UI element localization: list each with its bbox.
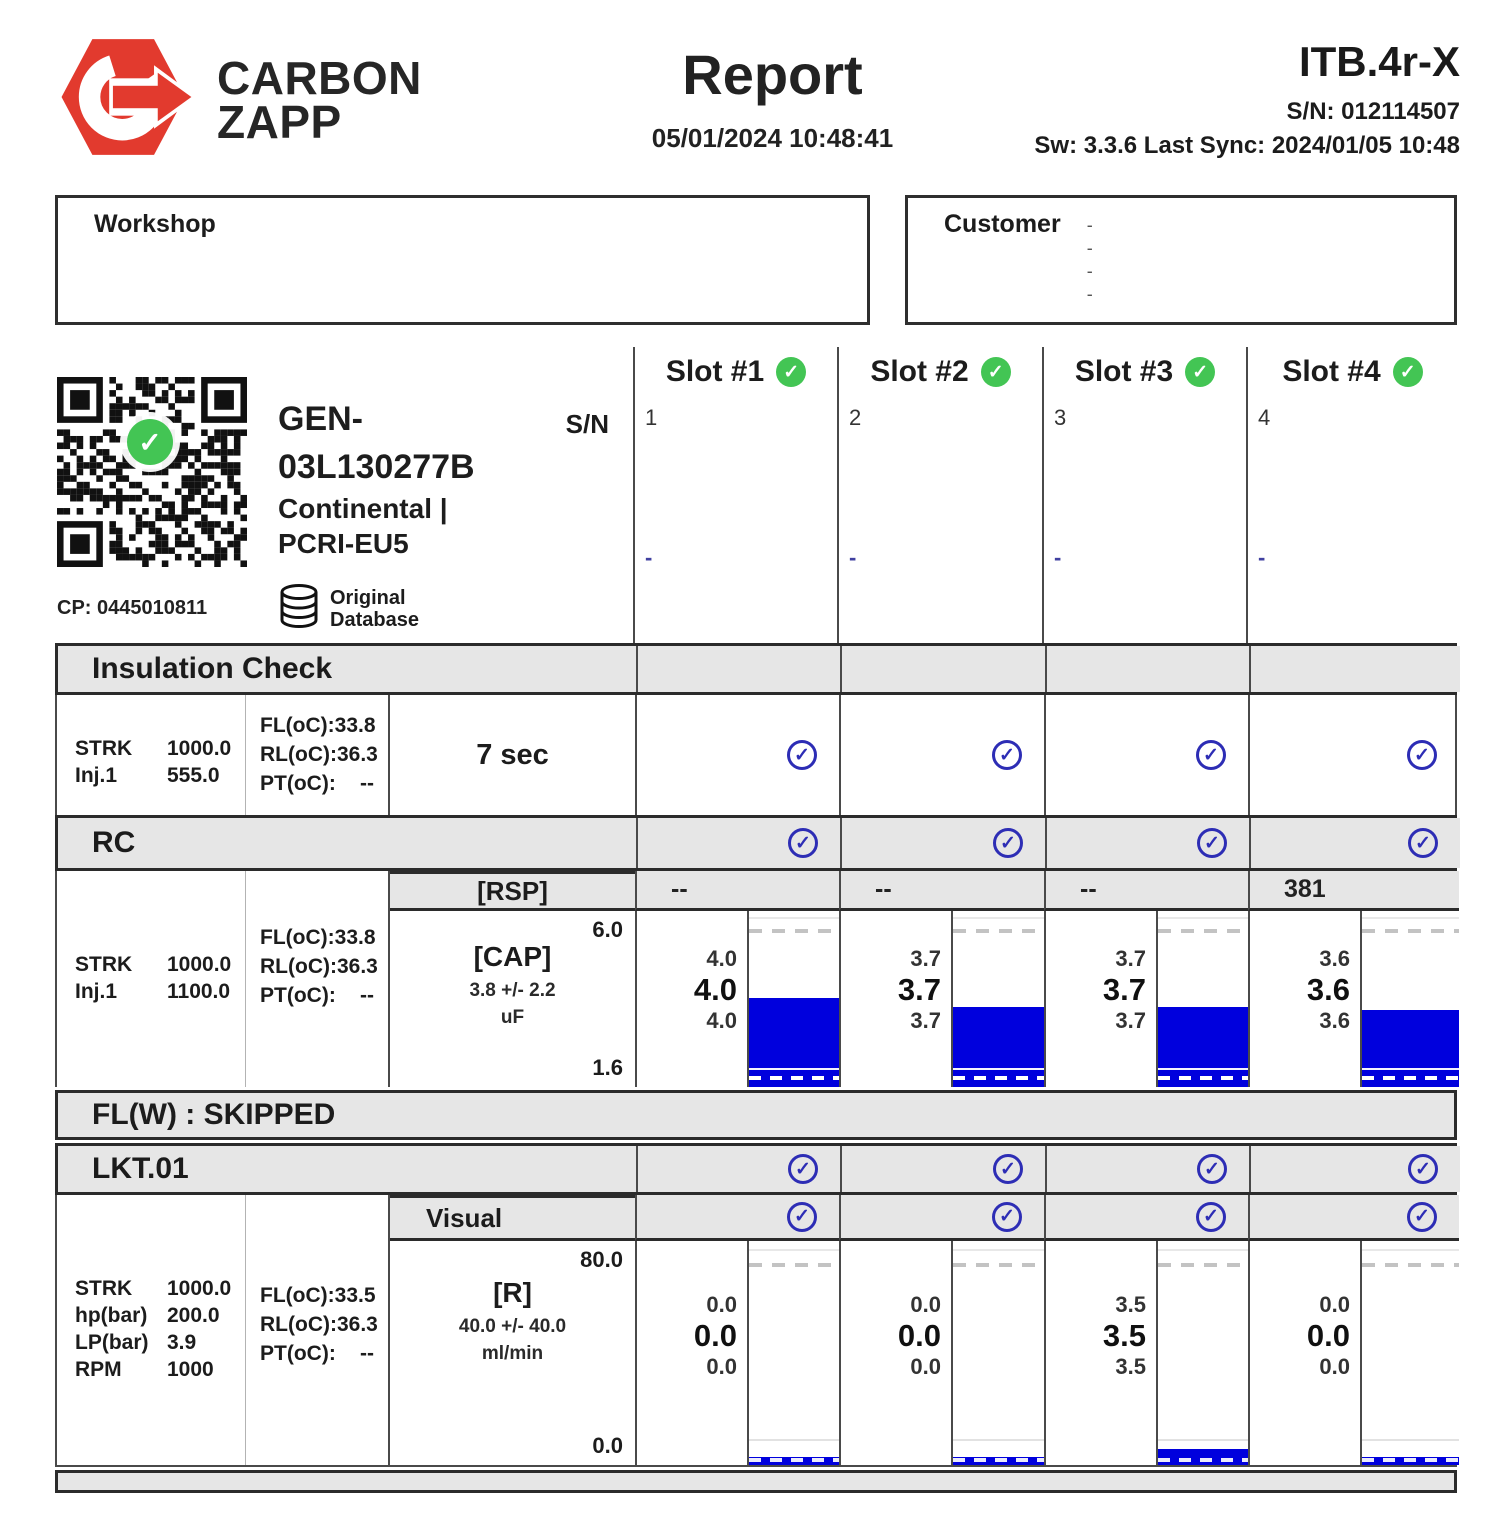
param-value: 200.0 [167,1304,220,1327]
status-check-icon [787,1202,817,1232]
insulation-status-slot-2 [839,695,1044,815]
status-check-icon [788,1154,818,1184]
insulation-body [55,695,1457,815]
insulation-status-slot-3 [1044,695,1248,815]
r-values-slot-1: 0.0 0.0 0.0 [693,1292,737,1379]
temp-label: FL(oC): [260,926,335,949]
r-bar-slot-4 [1360,1241,1459,1465]
insulation-temps [246,695,390,815]
param-label: RPM [75,1358,122,1381]
cap-axis-top: 6.0 [592,917,623,942]
footer-bar [55,1470,1457,1493]
r-chart-label [390,1241,635,1465]
visual-status-slot-2 [839,1195,1044,1241]
brand-block [55,30,525,169]
status-check-icon [992,1202,1022,1232]
machine-block [1020,30,1460,169]
slot-2-title: Slot #2 [870,355,969,388]
customer-field-dash: - [1086,284,1093,304]
rsp-value-slot-3: -- [1044,871,1248,911]
slot-4-header-cell [1246,347,1457,643]
cap-values-slot-2: 3.7 3.7 3.7 [897,946,941,1033]
param-value: 3.9 [167,1331,197,1354]
param-value: 1000 [167,1358,214,1381]
qr-verified-check-icon [127,419,173,465]
lkt-section-header [55,1143,1457,1195]
rc-section-title: RC [92,826,136,859]
lkt-status-slot-3 [1045,1146,1249,1192]
temp-label: RL(oC): [260,1313,337,1336]
database-badge-text: Original Database [330,586,419,631]
cap-chart-slot-1 [635,911,839,1087]
insulation-header-slot-2 [840,646,1045,692]
slot-4-sn: 4 [1258,405,1271,430]
slot-4-empty-field: - [1258,545,1266,570]
rc-status-slot-4 [1249,818,1460,868]
slot-3-sn: 3 [1054,405,1067,430]
temp-label: FL(oC): [260,714,335,737]
cap-unit: uF [500,1007,525,1028]
database-badge [278,583,419,634]
lkt-params [57,1195,246,1465]
lkt-status-slot-1 [636,1146,840,1192]
slot-4-pass-check-icon [1393,357,1423,387]
param-value: 1100.0 [167,980,231,1003]
cap-axis-bottom: 1.6 [592,1055,623,1080]
temp-label: RL(oC): [260,743,337,766]
insulation-header-slot-1 [636,646,840,692]
visual-row-label: Visual [390,1195,635,1241]
insulation-status-slot-4 [1248,695,1459,815]
info-boxes [55,195,1457,325]
insulation-header-slot-4 [1249,646,1460,692]
flw-section-header: FL(W) : SKIPPED [55,1090,1457,1140]
r-values-slot-4: 0.0 0.0 0.0 [1306,1292,1350,1379]
cap-chart-label [390,911,635,1087]
cap-chart-slot-2 [839,911,1044,1087]
param-label: Inj.1 [75,764,118,787]
slot-2-empty-field: - [849,545,857,570]
rc-status-slot-2 [840,818,1045,868]
slot-3-empty-field: - [1054,545,1062,570]
param-label: STRK [75,1277,133,1300]
status-check-icon [1408,828,1438,858]
param-label: Inj.1 [75,980,118,1003]
temp-label: RL(oC): [260,955,337,978]
carbon-zapp-logo-icon [55,30,197,169]
workshop-box [55,195,870,325]
status-check-icon [992,740,1022,770]
param-value: 1000.0 [167,1277,232,1300]
visual-status-slot-4 [1248,1195,1459,1241]
brand-line-2: ZAPP [217,95,342,148]
rc-params [57,871,246,1087]
slot-2-sn: 2 [849,405,862,430]
rsp-value-slot-1: -- [635,871,839,911]
status-check-icon [1197,828,1227,858]
temp-label: PT(oC): [260,984,336,1007]
r-axis-top: 80.0 [580,1247,623,1272]
rc-status-slot-1 [636,818,840,868]
cap-values-slot-3: 3.7 3.7 3.7 [1102,946,1146,1033]
r-axis-bottom: 0.0 [592,1433,623,1458]
insulation-status-slot-1 [635,695,839,815]
cap-bar-slot-4 [1360,911,1459,1087]
part-identity [278,395,475,561]
r-chart-slot-3 [1044,1241,1248,1465]
status-check-icon [993,1154,1023,1184]
slot-3-header-cell [1042,347,1246,643]
status-check-icon [1407,740,1437,770]
cap-chart-slot-3 [1044,911,1248,1087]
report-page [0,30,1500,1530]
customer-empty-fields [1087,214,1093,322]
workshop-label: Workshop [94,210,216,238]
r-chart-slot-2 [839,1241,1044,1465]
r-chart-slot-4 [1248,1241,1459,1465]
slot-2-header-cell [837,347,1042,643]
status-check-icon [993,828,1023,858]
lkt-body [55,1195,1457,1467]
temp-label: PT(oC): [260,1342,336,1365]
slot-2-pass-check-icon [981,357,1011,387]
cap-bar-slot-2 [951,911,1044,1087]
slot-1-header-cell [633,347,837,643]
param-label: LP(bar) [75,1331,149,1354]
slots-header-band [55,347,1457,643]
brand-name [217,51,422,148]
results-table [55,347,1457,1493]
machine-model: ITB.4r-X [1298,38,1460,85]
insulation-section-header [55,643,1457,695]
slot-4-title: Slot #4 [1282,355,1381,388]
status-check-icon [1197,1154,1227,1184]
cap-values-slot-1: 4.0 4.0 4.0 [693,946,737,1033]
temp-label: FL(oC): [260,1284,335,1307]
temp-value: 36.3 [336,955,378,978]
machine-sync: Sw: 3.3.6 Last Sync: 2024/01/05 10:48 [1034,132,1460,159]
rc-temps [246,871,390,1087]
cap-chart-slot-4 [1248,911,1459,1087]
param-value: 555.0 [167,764,220,787]
visual-status-slot-3 [1044,1195,1248,1241]
r-values-slot-3: 3.5 3.5 3.5 [1102,1292,1146,1379]
cap-values-slot-4: 3.6 3.6 3.6 [1306,946,1350,1033]
slot-1-sn: 1 [645,405,658,430]
temp-value: 33.8 [334,714,376,737]
slot-1-title: Slot #1 [665,355,765,388]
cap-bar-slot-3 [1156,911,1248,1087]
r-values-slot-2: 0.0 0.0 0.0 [897,1292,941,1379]
insulation-duration: 7 sec [476,738,549,771]
r-title: [R] [493,1277,532,1308]
status-check-icon [788,828,818,858]
customer-field-dash: - [1086,261,1093,281]
r-bar-slot-1 [747,1241,839,1465]
slot-3-pass-check-icon [1185,357,1215,387]
temp-value: 33.8 [334,926,376,949]
sn-column-label: S/N [565,409,609,439]
insulation-section-title: Insulation Check [92,652,333,685]
rsp-value-slot-4: 381 [1248,871,1459,911]
lkt-temps [246,1195,390,1465]
cap-tolerance: 3.8 +/- 2.2 [469,980,556,1001]
rc-section-header [55,815,1457,871]
slot-3-title: Slot #3 [1074,355,1174,388]
temp-value: -- [360,1342,374,1365]
param-label: STRK [75,953,133,976]
insulation-params [57,695,246,815]
customer-box [905,195,1457,325]
brand-line-1: CARBON [217,51,422,104]
lkt-status-slot-2 [840,1146,1045,1192]
param-label: hp(bar) [75,1304,148,1327]
param-value: 1000.0 [167,737,232,760]
visual-status-slot-1 [635,1195,839,1241]
cap-title: [CAP] [473,941,552,972]
lkt-status-slot-4 [1249,1146,1460,1192]
param-label: STRK [75,737,133,760]
part-cp-number: CP: 0445010811 [57,597,208,619]
r-chart-slot-1 [635,1241,839,1465]
insulation-header-slot-3 [1045,646,1249,692]
slot-1-empty-field: - [645,545,653,570]
rsp-value-slot-2: -- [839,871,1044,911]
customer-field-dash: - [1086,215,1093,235]
rc-body [55,871,1457,1087]
temp-label: PT(oC): [260,772,336,795]
title-block [525,30,1020,169]
part-family: PCRI-EU5 [278,528,409,559]
rc-status-slot-3 [1045,818,1249,868]
report-header [55,30,1460,169]
qr-code [57,377,247,567]
part-name-line1: GEN- [278,400,363,438]
report-datetime: 05/01/2024 10:48:41 [651,123,894,153]
part-info-cell [55,347,633,643]
temp-value: 33.5 [334,1284,376,1307]
r-tolerance: 40.0 +/- 40.0 [458,1316,567,1337]
part-name-line2: 03L130277B [278,448,475,486]
page-title: Report [682,43,863,106]
status-check-icon [1407,1202,1437,1232]
database-icon [278,583,320,634]
status-check-icon [787,740,817,770]
temp-value: -- [360,984,374,1007]
param-value: 1000.0 [167,953,232,976]
customer-field-dash: - [1086,238,1093,258]
r-bar-slot-3 [1156,1241,1248,1465]
r-unit: ml/min [481,1343,544,1364]
status-check-icon [1196,1202,1226,1232]
temp-value: -- [360,772,374,795]
cap-bar-slot-1 [747,911,839,1087]
temp-value: 36.3 [336,743,378,766]
rsp-row-label: [RSP] [390,871,635,911]
slot-1-pass-check-icon [776,357,806,387]
temp-value: 36.3 [336,1313,378,1336]
status-check-icon [1408,1154,1438,1184]
machine-serial: S/N: 012114507 [1286,98,1460,125]
r-bar-slot-2 [951,1241,1044,1465]
part-brand: Continental | [278,493,448,524]
status-check-icon [1196,740,1226,770]
customer-label: Customer [944,210,1061,238]
lkt-section-title: LKT.01 [92,1152,189,1185]
